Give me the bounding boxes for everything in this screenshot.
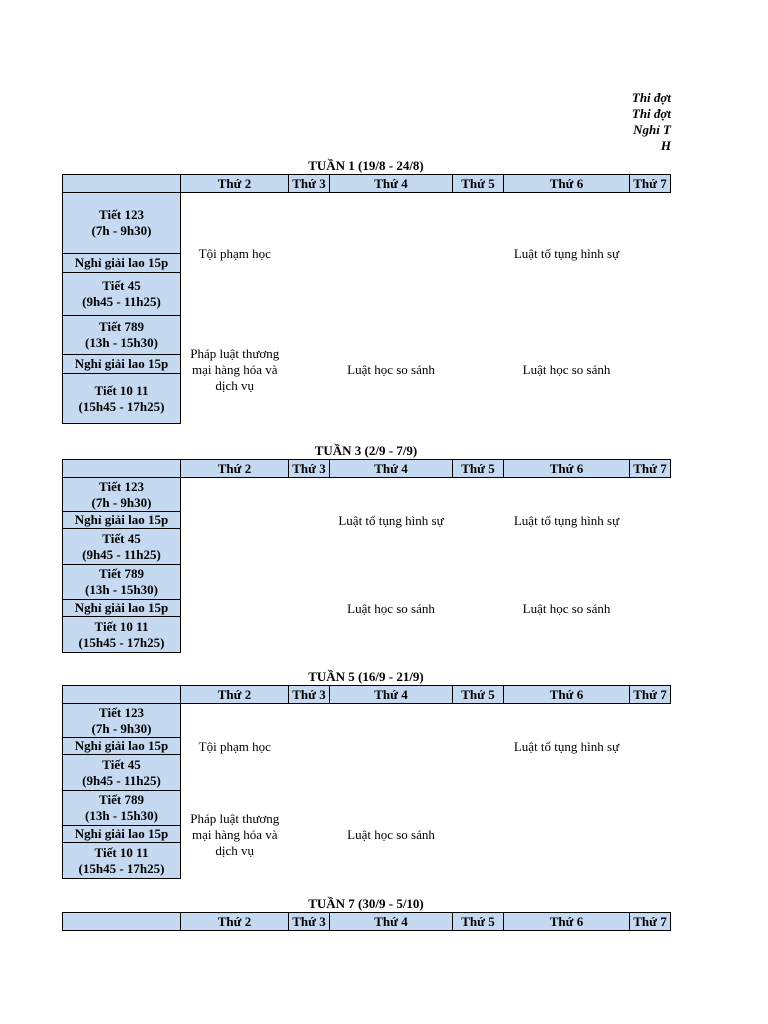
class-cell <box>181 478 289 565</box>
empty-cell <box>289 478 330 565</box>
empty-cell <box>630 478 671 565</box>
break-label: Nghỉ giải lao 15p <box>63 826 181 843</box>
break-label: Nghỉ giải lao 15p <box>63 738 181 755</box>
week-title: TUẦN 7 (30/9 - 5/10) <box>308 896 424 911</box>
empty-cell <box>289 565 330 653</box>
empty-cell <box>453 565 504 653</box>
empty-cell <box>453 704 504 791</box>
empty-cell <box>453 478 504 565</box>
class-cell: Luật học so sánh <box>522 600 611 616</box>
class-cell <box>181 565 289 653</box>
schedule-table <box>62 912 671 931</box>
empty-cell <box>289 791 330 879</box>
break-label: Nghỉ giải lao 15p <box>63 512 181 529</box>
day-header: Thứ 5 <box>453 460 504 478</box>
class-cell: Luật học so sánh <box>347 600 435 616</box>
day-header: Thứ 2 <box>181 175 289 193</box>
day-header: Thứ 4 <box>330 686 453 704</box>
day-header: Thứ 2 <box>181 913 289 931</box>
day-header: Thứ 2 <box>181 686 289 704</box>
period-label: Tiết 123 (7h - 9h30) <box>63 704 181 738</box>
day-header: Thứ 7 <box>630 686 671 704</box>
period-label: Tiết 123 (7h - 9h30) <box>63 193 181 254</box>
period-label: Tiết 789 (13h - 15h30) <box>63 565 181 600</box>
period-label: Tiết 45 (9h45 - 11h25) <box>63 273 181 316</box>
period-label: Tiết 123 (7h - 9h30) <box>63 478 181 512</box>
class-cell <box>330 193 453 316</box>
corner-header <box>63 913 181 931</box>
schedule-table <box>62 174 671 424</box>
period-label: Tiết 45 (9h45 - 11h25) <box>63 755 181 791</box>
day-header: Thứ 7 <box>630 175 671 193</box>
period-label: Tiết 10 11 (15h45 - 17h25) <box>63 374 181 424</box>
day-header: Thứ 5 <box>453 686 504 704</box>
class-cell: Luật học so sánh <box>347 361 435 377</box>
empty-cell <box>289 316 330 424</box>
week-7-schedule <box>62 895 670 931</box>
day-header: Thứ 5 <box>453 913 504 931</box>
period-label: Tiết 10 11 (15h45 - 17h25) <box>63 617 181 653</box>
class-cell: Luật tố tụng hình sự <box>513 513 620 529</box>
day-header: Thứ 2 <box>181 460 289 478</box>
day-header: Thứ 3 <box>289 460 330 478</box>
empty-cell <box>630 193 671 316</box>
day-header: Thứ 4 <box>330 913 453 931</box>
notes-block <box>632 90 671 154</box>
period-label: Tiết 10 11 (15h45 - 17h25) <box>63 843 181 879</box>
week-title: TUẦN 1 (19/8 - 24/8) <box>308 158 424 173</box>
period-label: Tiết 789 (13h - 15h30) <box>63 791 181 826</box>
class-cell: Luật tố tụng hình sự <box>513 246 620 262</box>
note-line: Thi đợt <box>631 106 671 121</box>
day-header: Thứ 4 <box>330 460 453 478</box>
corner-header <box>63 460 181 478</box>
day-header: Thứ 7 <box>630 913 671 931</box>
week-1-schedule <box>62 157 670 424</box>
break-label: Nghỉ giải lao 15p <box>63 355 181 374</box>
day-header: Thứ 6 <box>504 913 630 931</box>
empty-cell <box>289 704 330 791</box>
class-cell: Luật tố tụng hình sự <box>338 513 444 529</box>
week-5-schedule <box>62 668 670 879</box>
class-cell: Pháp luật thương mại hàng hóa và dịch vụ <box>190 810 280 858</box>
day-header: Thứ 4 <box>330 175 453 193</box>
note-line: Thi đợt <box>631 90 671 105</box>
empty-cell <box>453 193 504 316</box>
week-3-schedule <box>62 442 670 653</box>
day-header: Thứ 3 <box>289 175 330 193</box>
day-header: Thứ 6 <box>504 460 630 478</box>
day-header: Thứ 6 <box>504 175 630 193</box>
day-header: Thứ 3 <box>289 913 330 931</box>
period-label: Tiết 45 (9h45 - 11h25) <box>63 529 181 565</box>
day-header: Thứ 7 <box>630 460 671 478</box>
class-cell: Tội phạm học <box>198 739 271 755</box>
empty-cell <box>453 791 504 879</box>
break-label: Nghỉ giải lao 15p <box>63 600 181 617</box>
class-cell <box>330 704 453 791</box>
schedule-table <box>62 459 671 653</box>
empty-cell <box>289 193 330 316</box>
class-cell: Pháp luật thương mại hàng hóa và dịch vụ <box>190 345 280 393</box>
day-header: Thứ 3 <box>289 686 330 704</box>
schedule-table <box>62 685 671 879</box>
empty-cell <box>630 791 671 879</box>
corner-header <box>63 175 181 193</box>
empty-cell <box>630 565 671 653</box>
week-title: TUẦN 3 (2/9 - 7/9) <box>314 443 418 458</box>
class-cell: Luật học so sánh <box>522 361 611 377</box>
period-label: Tiết 789 (13h - 15h30) <box>63 316 181 355</box>
empty-cell <box>453 316 504 424</box>
note-line: Nghỉ T <box>633 122 671 137</box>
empty-cell <box>630 316 671 424</box>
day-header: Thứ 5 <box>453 175 504 193</box>
day-header: Thứ 6 <box>504 686 630 704</box>
class-cell: Tội phạm học <box>198 246 271 262</box>
break-label: Nghỉ giải lao 15p <box>63 254 181 273</box>
class-cell <box>504 791 630 879</box>
corner-header <box>63 686 181 704</box>
class-cell: Luật tố tụng hình sự <box>513 739 620 755</box>
week-title: TUẦN 5 (16/9 - 21/9) <box>308 669 424 684</box>
note-line: H <box>660 138 671 153</box>
empty-cell <box>630 704 671 791</box>
class-cell: Luật học so sánh <box>347 826 435 842</box>
